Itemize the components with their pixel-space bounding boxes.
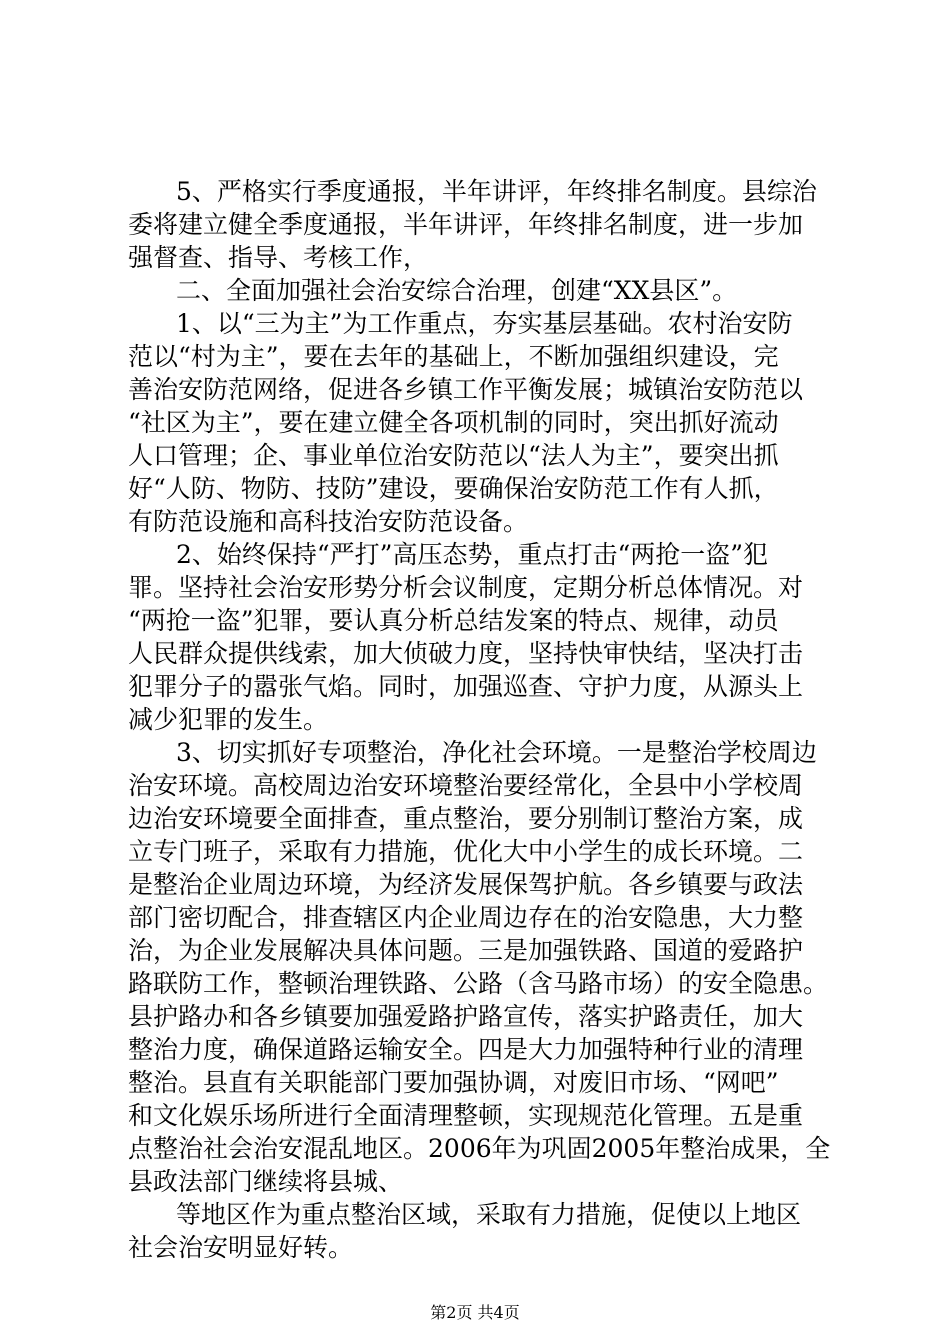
text-line: 减少犯罪的发生。: [128, 705, 329, 734]
text-line: 治，为企业发展解决具体问题。三是加强铁路、国道的爱路护: [128, 936, 804, 965]
text-line: 犯罪分子的嚣张气焰。同时，加强巡查、守护力度，从源头上: [128, 672, 804, 701]
text-line: “社区为主”，要在建立健全各项机制的同时，突出抓好流动: [128, 408, 779, 437]
text-line: 有防范设施和高科技治安防范设备。: [128, 507, 529, 536]
text-line: 立专门班子，采取有力措施，优化大中小学生的成长环境。二: [128, 837, 804, 866]
text-line: 社会治安明显好转。: [128, 1233, 354, 1262]
text-line: 整治力度，确保道路运输安全。四是大力加强特种行业的清理: [128, 1035, 804, 1064]
text-line: 县政法部门继续将县城、: [128, 1167, 404, 1196]
text-line: 2、始终保持“严打”高压态势，重点打击“两抢一盗”犯: [176, 540, 769, 569]
text-line: 等地区作为重点整治区域，采取有力措施，促使以上地区: [176, 1200, 802, 1229]
text-line: 治安环境。高校周边治安环境整治要经常化，全县中小学校周: [128, 771, 804, 800]
text-line: 人口管理；企、事业单位治安防范以“法人为主”，要突出抓: [128, 441, 779, 470]
text-line: 边治安环境要全面排查，重点整治，要分别制订整治方案，成: [128, 804, 804, 833]
text-line: 强督查、指导、考核工作，: [128, 243, 429, 272]
text-line: 好“人防、物防、技防”建设，要确保治安防范工作有人抓，: [128, 474, 779, 503]
text-line: 和文化娱乐场所进行全面清理整顿，实现规范化管理。五是重: [128, 1101, 804, 1130]
text-line: 人民群众提供线索，加大侦破力度，坚持快审快结，坚决打击: [128, 639, 804, 668]
page-footer: 第2页 共4页: [430, 1303, 520, 1322]
text-line: 范以“村为主”，要在去年的基础上，不断加强组织建设，完: [128, 342, 779, 371]
text-line: “两抢一盗”犯罪，要认真分析总结发案的特点、规律，动员: [128, 606, 779, 635]
text-line: 罪。坚持社会治安形势分析会议制度，定期分析总体情况。对: [128, 573, 804, 602]
text-line: 点整治社会治安混乱地区。2006年为巩固2005年整治成果，全: [128, 1134, 831, 1163]
text-line: 二、全面加强社会治安综合治理，创建“XX县区”。: [176, 276, 738, 305]
text-line: 是整治企业周边环境，为经济发展保驾护航。各乡镇要与政法: [128, 870, 804, 899]
text-line: 3、切实抓好专项整治，净化社会环境。一是整治学校周边: [176, 738, 817, 767]
text-line: 路联防工作，整顿治理铁路、公路（含马路市场）的安全隐患。: [128, 969, 829, 998]
text-line: 5、严格实行季度通报，半年讲评，年终排名制度。县综治: [176, 177, 817, 206]
text-line: 委将建立健全季度通报，半年讲评，年终排名制度，进一步加: [128, 210, 804, 239]
text-line: 部门密切配合，排查辖区内企业周边存在的治安隐患，大力整: [128, 903, 804, 932]
text-line: 整治。县直有关职能部门要加强协调，对废旧市场、“网吧”: [128, 1068, 779, 1097]
text-line: 1、以“三为主”为工作重点，夯实基层基础。农村治安防: [176, 309, 793, 338]
text-line: 善治安防范网络，促进各乡镇工作平衡发展；城镇治安防范以: [128, 375, 804, 404]
text-line: 县护路办和各乡镇要加强爱路护路宣传，落实护路责任，加大: [128, 1002, 804, 1031]
